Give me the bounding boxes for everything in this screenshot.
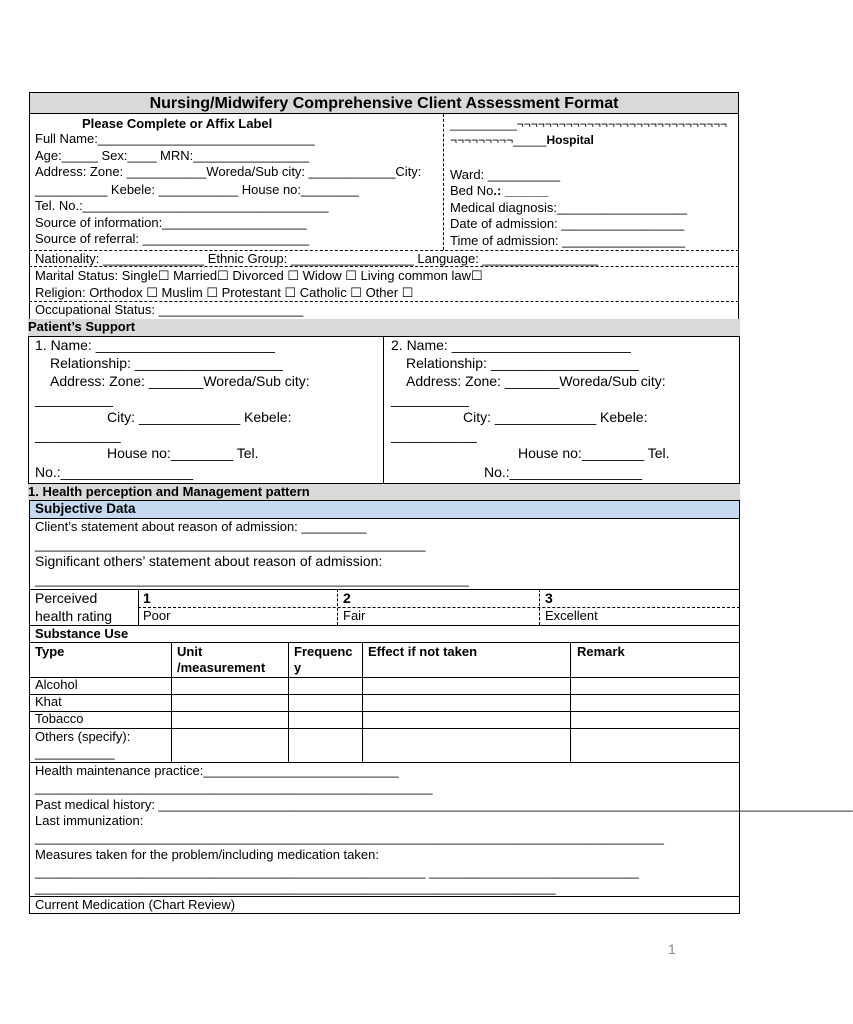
form-title: Nursing/Midwifery Comprehensive Client Assessment Format (149, 95, 619, 112)
support-2-no[interactable]: No.:_________________ (484, 464, 643, 480)
medical-diagnosis-field[interactable]: Medical diagnosis:__________________ (450, 200, 688, 215)
page-number: 1 (668, 941, 676, 957)
marital-status-field[interactable]: Marital Status: Single☐ Married☐ Divorced ☐ Widow ☐ Living common law☐ (35, 268, 483, 283)
substance-header-remark: Remark (577, 644, 625, 659)
source-referral-field[interactable]: Source of referral: _______________________ (35, 231, 309, 246)
support-1-city[interactable]: City: _____________ Kebele: (107, 409, 292, 425)
rating-1-option[interactable]: Poor (143, 608, 171, 623)
rating-1-number: 1 (143, 590, 151, 606)
full-name-field[interactable]: Full Name:______________________________ (35, 131, 315, 146)
support-2-blank-b[interactable]: ___________ (391, 427, 477, 443)
support-2-relationship[interactable]: Relationship: ___________________ (406, 355, 639, 371)
date-admission-field[interactable]: Date of admission: _________________ (450, 216, 685, 231)
age-sex-mrn-field[interactable]: Age:_____ Sex:____ MRN:________________ (35, 148, 309, 163)
bed-no-label: Bed No (450, 183, 494, 198)
support-1-no[interactable]: No.:_________________ (35, 464, 194, 480)
measures-line-1[interactable]: ______________________________________________________ _____________________________ (35, 864, 639, 879)
rating-2-number: 2 (343, 590, 351, 606)
support-1-blank-b[interactable]: ___________ (35, 427, 121, 443)
subjective-bar (30, 501, 739, 518)
substance-row-tobacco: Tobacco (35, 711, 84, 726)
health-maintenance-field[interactable]: Health maintenance practice:___________________________ (35, 763, 399, 778)
bed-no-blank[interactable]: .: ______ (493, 183, 549, 198)
label-heading: Please Complete or Affix Label (82, 116, 273, 131)
hospital-blank-1[interactable]: __________¬¬¬¬¬¬¬¬¬¬¬¬¬¬¬¬¬¬¬¬¬¬¬¬¬¬¬¬¬¬ (450, 117, 727, 131)
significant-statement-line[interactable]: ____________________________________________________________ (35, 572, 469, 587)
tel-field[interactable]: Tel. No.:__________________________________ (35, 198, 329, 213)
ward-field[interactable]: Ward: __________ (450, 167, 561, 182)
substance-others-blank[interactable]: ___________ (35, 745, 115, 760)
kebele-house-field[interactable]: __________ Kebele: ___________ House no:________ (35, 182, 359, 197)
substance-header-unit: Unit /measurement (177, 644, 266, 675)
support-1-blank-a[interactable]: __________ (35, 391, 113, 407)
hospital-line (450, 132, 594, 148)
substance-use-heading: Substance Use (35, 626, 129, 641)
support-1-relationship[interactable]: Relationship: ___________________ (50, 355, 283, 371)
section1-heading: 1. Health perception and Management pattern (28, 484, 310, 499)
client-statement-line[interactable]: ______________________________________________________ (35, 537, 426, 552)
support-1-house[interactable]: House no:________ Tel. (107, 445, 259, 461)
substance-header-type: Type (35, 644, 65, 659)
hospital-blank-2[interactable]: ¬¬¬¬¬¬¬¬¬_____ (450, 133, 547, 147)
support-2-city[interactable]: City: _____________ Kebele: (463, 409, 648, 425)
substance-row-alcohol: Alcohol (35, 677, 78, 692)
hospital-label: Hospital (546, 133, 594, 147)
past-medical-history-field[interactable]: Past medical history: ________________________________________________________________________________________________ (35, 797, 853, 812)
source-information-field[interactable]: Source of information:____________________ (35, 215, 307, 230)
health-maintenance-line[interactable]: _______________________________________________________ (35, 780, 433, 795)
perceived-label-2: health rating (35, 608, 113, 624)
current-medication-field[interactable]: Current Medication (Chart Review) (35, 897, 236, 912)
client-statement-field[interactable]: Client’s statement about reason of admission: _________ (35, 519, 367, 534)
support-1-name[interactable]: 1. Name: _______________________ (35, 337, 275, 353)
rating-3-option[interactable]: Excellent (545, 608, 598, 623)
measures-taken-field[interactable]: Measures taken for the problem/including medication taken: (35, 847, 379, 862)
occupational-status-field[interactable]: Occupational Status: ____________________ (35, 302, 304, 317)
address-field[interactable]: Address: Zone: ___________Woreda/Sub city: ____________City: (35, 164, 422, 179)
rating-3-number: 3 (545, 590, 553, 606)
support-2-address[interactable]: Address: Zone: _______Woreda/Sub city: (406, 373, 666, 389)
measures-line-2[interactable]: ________________________________________________________________________ (35, 880, 556, 895)
nationality-field[interactable]: Nationality: ______________ Ethnic Group: _________________ Language: ________________ (35, 251, 599, 266)
perceived-label-1: Perceived (35, 590, 98, 606)
religion-field[interactable]: Religion: Orthodox ☐ Muslim ☐ Protestant ☐ Catholic ☐ Other ☐ (35, 285, 414, 300)
support-2-house[interactable]: House no:________ Tel. (518, 445, 670, 461)
substance-row-khat: Khat (35, 694, 62, 709)
substance-header-frequency: Frequenc y (294, 644, 353, 675)
substance-row-others: Others (specify): (35, 729, 131, 744)
support-1-address[interactable]: Address: Zone: _______Woreda/Sub city: (50, 373, 310, 389)
rating-2-option[interactable]: Fair (343, 608, 366, 623)
time-admission-field[interactable]: Time of admission: _________________ (450, 233, 686, 248)
last-immunization-field[interactable]: Last immunization: (35, 813, 144, 828)
patient-support-heading: Patient’s Support (28, 319, 136, 334)
bed-no-field[interactable] (450, 183, 548, 199)
substance-header-effect: Effect if not taken (368, 644, 478, 659)
significant-statement-field[interactable]: Significant others’ statement about reason of admission: (35, 553, 383, 569)
subjective-heading: Subjective Data (35, 501, 136, 516)
support-2-name[interactable]: 2. Name: _______________________ (391, 337, 631, 353)
immunization-line[interactable]: _______________________________________________________________________________________ (35, 830, 665, 845)
support-2-blank-a[interactable]: __________ (391, 391, 469, 407)
